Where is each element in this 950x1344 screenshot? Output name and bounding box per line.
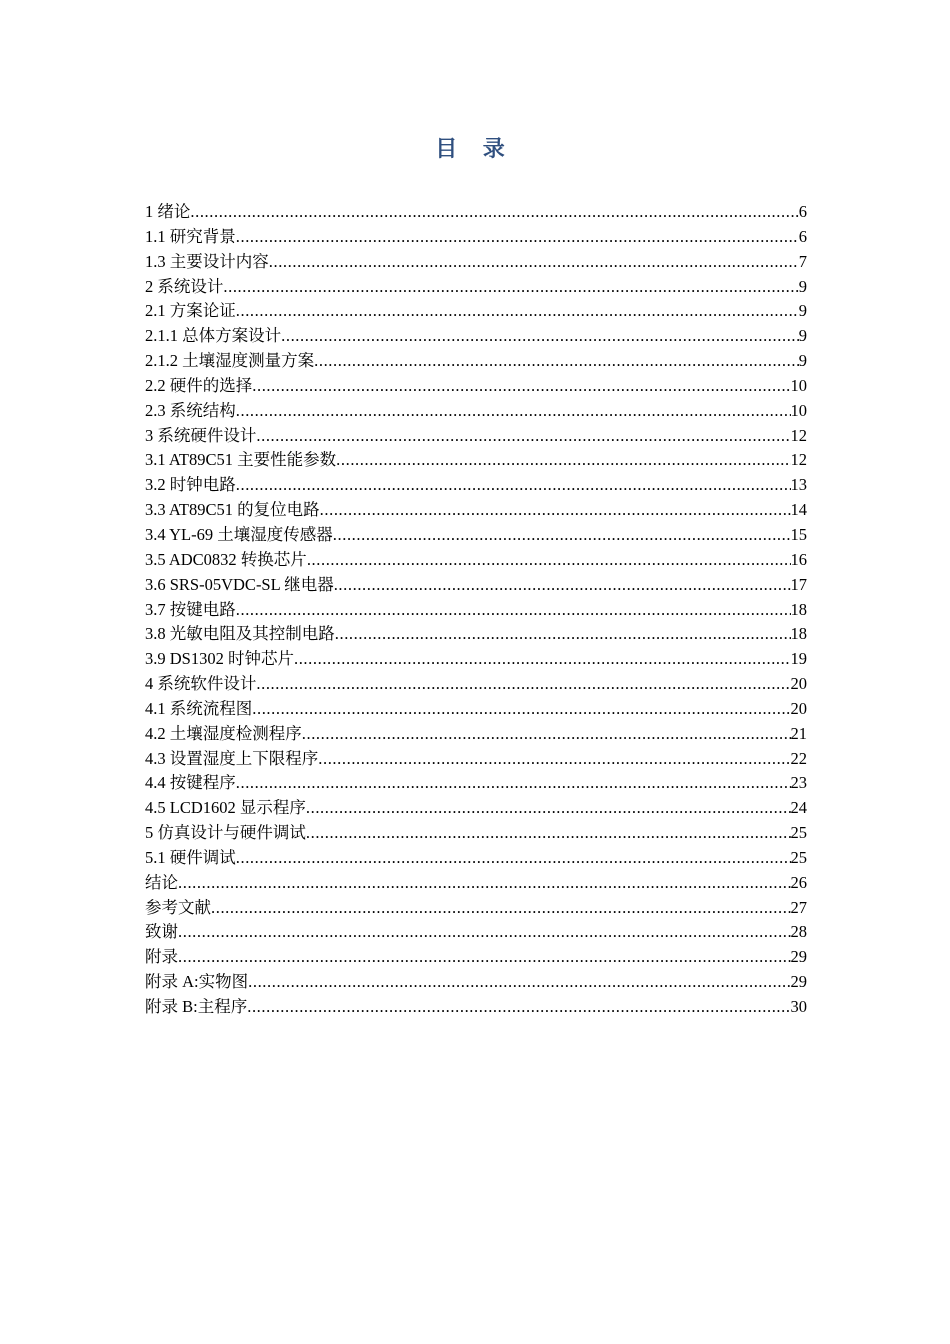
toc-entry-label: 1 绪论 <box>145 202 191 221</box>
toc-entry-label: 3.4 YL-69 土壤湿度传感器 <box>145 524 333 544</box>
toc-entry-label: 参考文献 <box>145 897 211 917</box>
toc-entry-label: 附录 <box>145 947 178 967</box>
toc-page-number: 9 <box>798 326 807 346</box>
toc-leader-dots <box>335 622 791 646</box>
toc-entry[interactable] <box>145 498 807 523</box>
toc-leader-dots <box>333 523 791 547</box>
toc-leader-dots <box>247 995 790 1019</box>
toc-entry-label: 4.5 LCD1602 显示程序 <box>145 798 306 818</box>
toc-page-number: 7 <box>798 251 807 271</box>
toc-page-number: 13 <box>790 475 807 495</box>
toc-entry[interactable] <box>145 299 807 324</box>
toc-leader-dots <box>252 374 790 398</box>
toc-entry[interactable] <box>145 275 807 300</box>
toc-page-number: 10 <box>790 400 807 420</box>
toc-leader-dots <box>252 697 790 721</box>
toc-entry[interactable] <box>145 945 807 970</box>
toc-entry-label: 2.1.2 土壤湿度测量方案 <box>145 351 315 371</box>
toc-entry-label: 3.8 光敏电阻及其控制电路 <box>145 624 335 644</box>
toc-entry-label: 3.7 按键电路 <box>145 599 236 619</box>
toc-page-number: 9 <box>798 301 807 321</box>
toc-entry[interactable] <box>145 324 807 349</box>
toc-leader-dots <box>236 225 799 249</box>
toc-page-number: 26 <box>790 872 807 892</box>
toc-page-number: 21 <box>790 723 807 743</box>
toc-page-number: 17 <box>790 574 807 594</box>
toc-page-number: 12 <box>790 425 807 445</box>
toc-entry-label: 附录 A:实物图 <box>145 972 249 992</box>
toc-entry-label: 3.5 ADC0832 转换芯片 <box>145 549 307 569</box>
toc-leader-dots <box>294 647 791 671</box>
toc-entry[interactable] <box>145 747 807 772</box>
toc-entry[interactable] <box>145 374 807 399</box>
toc-entry[interactable] <box>145 846 807 871</box>
toc-entry-label: 致谢 <box>145 922 178 942</box>
toc-page-number: 23 <box>790 773 807 793</box>
toc-page-number: 30 <box>790 997 807 1016</box>
toc-leader-dots <box>256 672 790 696</box>
toc-entry-label: 5 仿真设计与硬件调试 <box>145 823 306 843</box>
toc-leader-dots <box>178 945 791 969</box>
toc-entry[interactable] <box>145 523 807 548</box>
toc-page-number: 6 <box>798 202 807 221</box>
toc-entry-label: 附录 B:主程序 <box>145 997 248 1016</box>
toc-leader-dots <box>236 399 791 423</box>
toc-entry-label: 3 系统硬件设计 <box>145 425 257 445</box>
toc-leader-dots <box>307 548 791 572</box>
toc-page-number: 24 <box>790 798 807 818</box>
toc-entry[interactable] <box>145 473 807 498</box>
toc-leader-dots <box>248 970 790 994</box>
toc-page-number: 9 <box>798 351 807 371</box>
toc-leader-dots <box>302 722 791 746</box>
toc-entry-label: 5.1 硬件调试 <box>145 847 236 867</box>
toc-entry[interactable] <box>145 250 807 275</box>
toc-page-number: 25 <box>790 823 807 843</box>
toc-page-number: 14 <box>790 500 807 520</box>
toc-entry-label: 结论 <box>145 872 178 892</box>
toc-page-number: 6 <box>798 226 807 246</box>
toc-entry-label: 4.3 设置湿度上下限程序 <box>145 748 319 768</box>
toc-entry[interactable] <box>145 200 807 225</box>
toc-entry-label: 2.1.1 总体方案设计 <box>145 326 282 346</box>
page-title: 目 录 <box>435 136 515 161</box>
toc-entry[interactable] <box>145 995 807 1020</box>
toc-leader-dots <box>211 896 791 920</box>
toc-leader-dots <box>314 349 799 373</box>
toc-entry-label: 3.6 SRS-05VDC-SL 继电器 <box>145 574 334 594</box>
toc-entry-label: 1.1 研究背景 <box>145 226 236 246</box>
toc-page-number: 20 <box>790 698 807 718</box>
toc-page-number: 20 <box>790 674 807 694</box>
toc-page-number: 10 <box>790 375 807 395</box>
toc-entry[interactable] <box>145 697 807 722</box>
toc-page-number: 25 <box>790 847 807 867</box>
toc-page-number: 18 <box>790 599 807 619</box>
toc-page-number: 29 <box>790 947 807 967</box>
toc-leader-dots <box>336 448 790 472</box>
toc-leader-dots <box>223 275 798 299</box>
toc-entry[interactable] <box>145 225 807 250</box>
toc-entry[interactable] <box>145 448 807 473</box>
toc-entry[interactable] <box>145 722 807 747</box>
table-of-contents <box>145 200 807 1020</box>
toc-leader-dots <box>236 299 799 323</box>
toc-entry-label: 2 系统设计 <box>145 276 224 296</box>
toc-entry-label: 3.3 AT89C51 的复位电路 <box>145 500 320 520</box>
toc-leader-dots <box>236 846 791 870</box>
toc-entry[interactable] <box>145 821 807 846</box>
toc-entry[interactable] <box>145 424 807 449</box>
toc-leader-dots <box>236 771 791 795</box>
toc-entry[interactable] <box>145 771 807 796</box>
toc-leader-dots <box>306 821 791 845</box>
toc-page-number: 28 <box>790 922 807 942</box>
toc-entry-label: 4.4 按键程序 <box>145 773 236 793</box>
toc-entry-label: 4 系统软件设计 <box>145 674 257 694</box>
toc-leader-dots <box>178 920 791 944</box>
toc-entry[interactable] <box>145 573 807 598</box>
toc-entry[interactable] <box>145 399 807 424</box>
toc-leader-dots <box>320 498 791 522</box>
toc-entry-label: 2.2 硬件的选择 <box>145 375 253 395</box>
toc-entry[interactable] <box>145 548 807 573</box>
toc-leader-dots <box>334 573 791 597</box>
toc-page-number: 18 <box>790 624 807 644</box>
toc-leader-dots <box>318 747 790 771</box>
toc-entry[interactable] <box>145 970 807 995</box>
toc-entry[interactable] <box>145 871 807 896</box>
toc-entry[interactable] <box>145 598 807 623</box>
toc-page-number: 9 <box>798 276 807 296</box>
toc-leader-dots <box>236 598 791 622</box>
toc-leader-dots <box>236 473 791 497</box>
toc-leader-dots <box>190 200 798 224</box>
toc-page-number: 16 <box>790 549 807 569</box>
toc-entry[interactable] <box>145 622 807 647</box>
toc-entry[interactable] <box>145 349 807 374</box>
toc-leader-dots <box>306 796 791 820</box>
toc-entry[interactable] <box>145 647 807 672</box>
toc-entry-label: 3.1 AT89C51 主要性能参数 <box>145 450 337 470</box>
toc-leader-dots <box>256 424 790 448</box>
toc-leader-dots <box>178 871 791 895</box>
toc-page-number: 19 <box>790 649 807 669</box>
toc-entry-label: 1.3 主要设计内容 <box>145 251 269 271</box>
toc-entry[interactable] <box>145 672 807 697</box>
toc-leader-dots <box>269 250 799 274</box>
toc-entry-label: 2.3 系统结构 <box>145 400 236 420</box>
toc-entry[interactable] <box>145 796 807 821</box>
toc-leader-dots <box>281 324 799 348</box>
toc-page-number: 15 <box>790 524 807 544</box>
toc-entry[interactable] <box>145 920 807 945</box>
toc-entry-label: 3.2 时钟电路 <box>145 475 236 495</box>
toc-entry-label: 3.9 DS1302 时钟芯片 <box>145 649 294 669</box>
toc-entry-label: 4.1 系统流程图 <box>145 698 253 718</box>
toc-entry-label: 4.2 土壤湿度检测程序 <box>145 723 302 743</box>
toc-page-number: 12 <box>790 450 807 470</box>
toc-page-number: 27 <box>790 897 807 917</box>
toc-page-number: 29 <box>790 972 807 992</box>
toc-entry-label: 2.1 方案论证 <box>145 301 236 321</box>
toc-page-number: 22 <box>790 748 807 768</box>
toc-entry[interactable] <box>145 896 807 921</box>
